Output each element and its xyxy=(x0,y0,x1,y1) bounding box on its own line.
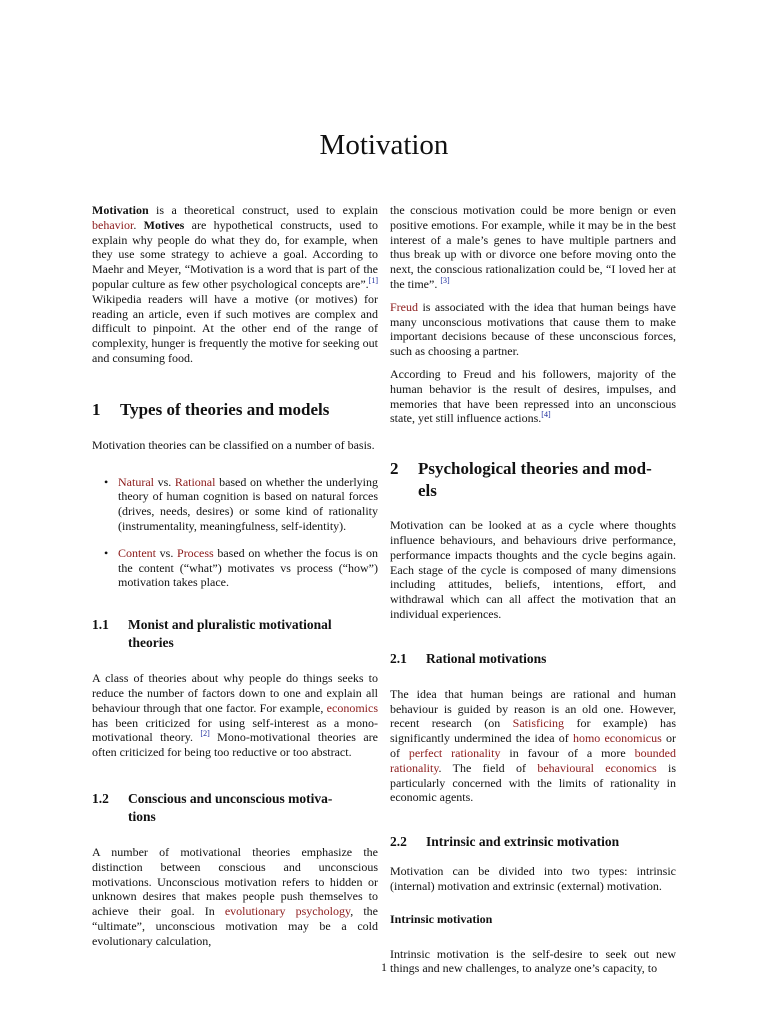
continued-paragraph: the conscious motivation could be more benign or even positive emotions. For example, while it may be in the best interest of a male’s genes to have multiple partners and thus break up with or divorce one before moving onto the next, the conscious rationalization could be, “I loved her at the time”. [3] xyxy=(390,203,676,291)
reference-1[interactable]: [1] xyxy=(368,275,378,285)
section-1-2-paragraph: A number of motivational theories emphasize the distinction between conscious and unconscious motivations. Unconscious motivation refers to hidden or unknown desires that makes people push themselves to achieve their goal. In evolutionary psychology, the “ultimate”, unconscious motivation may be a cold evolutionary calculation, xyxy=(92,844,378,948)
freud-link[interactable]: Freud xyxy=(390,299,418,314)
natural-link[interactable]: Natural xyxy=(118,474,154,489)
list-item: • Natural vs. Rational based on whether the underlying theory of human cognition is based on natural forces (drives, needs, desires) or some kind of rationality (instrumentality, meaningfulness, self-identity). xyxy=(118,475,378,534)
section-1-paragraph: Motivation theories can be classified on a number of basis. xyxy=(92,437,375,452)
behavioural-economics-link[interactable]: behavioural economics xyxy=(537,760,657,775)
evolutionary-psychology-link[interactable]: evolutionary psychology xyxy=(224,904,351,919)
section-2-1-heading: 2.1 Rational motivations xyxy=(390,650,547,666)
section-2-2-heading: 2.2 Intrinsic and extrinsic motivation xyxy=(390,834,620,850)
perfect-rationality-link[interactable]: perfect rationality xyxy=(408,745,501,760)
reference-3[interactable]: [3] xyxy=(440,275,450,285)
behavior-link[interactable]: behavior xyxy=(92,217,134,232)
section-2-paragraph: Motivation can be looked at as a cycle where thoughts influence behaviours, and behaviours drive performance, performance impacts thoughts and the cycle begins again. Each stage of the cycle is composed of many dimensions including attitudes, beliefs, intentions, effort, and withdrawal which can all affect the motivation that an individual experiences. xyxy=(390,518,676,621)
section-1-heading: 1 Types of theories and models xyxy=(92,399,330,419)
page-title: Motivation xyxy=(319,129,449,162)
satisficing-link[interactable]: Satisficing xyxy=(512,716,564,731)
intrinsic-motivation-paragraph: Intrinsic motivation is the self-desire to seek out new things and new challenges, to analyze one’s capacity, to xyxy=(390,946,676,976)
freud-paragraph: Freud is associated with the idea that human beings have many unconscious motivations that cause them to make important decisions because of these unconscious forces, such as choosing a partner. xyxy=(390,299,676,359)
freud-followers-paragraph: According to Freud and his followers, majority of the human behavior is the result of desires, impulses, and memories that have been repressed into an unconscious state, yet still influence actions.[4] xyxy=(390,366,676,426)
right-column xyxy=(390,203,676,984)
content-link[interactable]: Content xyxy=(118,545,156,560)
section-2-heading: 2 Psychological theories and mod- els xyxy=(390,459,652,501)
section-2-1-paragraph: The idea that human beings are rational and human behaviour is guided by reason is an old one. However, recent research (on Satisficing for example) has significantly undermined the idea of homo economicus or of perfect rationality in favour of a more bounded rationality. The field of behavioural economics is particularly concerned with the limits of rationality in economic agents. xyxy=(390,686,677,805)
reference-4[interactable]: [4] xyxy=(541,410,551,420)
left-column xyxy=(92,203,378,957)
theory-types-list xyxy=(92,475,378,591)
section-1-1-heading: 1.1 Monist and pluralistic motivational theories xyxy=(92,617,332,651)
section-1-1-paragraph: A class of theories about why people do things seeks to reduce the number of factors down to one and explain all behaviour through that one factor. For example, economics has been criticized for using self-interest as a mono-motivational theory. [2] Mono-motivational theories are often criticized for being too reductive or too abstract. xyxy=(92,671,378,760)
homo-economicus-link[interactable]: homo economicus xyxy=(572,731,662,746)
section-1-2-heading: 1.2 Conscious and unconscious motiva- tions xyxy=(92,790,333,824)
economics-link[interactable]: economics xyxy=(326,700,378,715)
bounded-rationality-link[interactable]: bounded rationality xyxy=(390,745,676,775)
section-2-2-paragraph: Motivation can be divided into two types: intrinsic (internal) motivation and extrinsic (external) motivation. xyxy=(390,864,676,893)
intrinsic-motivation-heading: Intrinsic motivation xyxy=(390,911,493,926)
rational-link[interactable]: Rational xyxy=(174,474,216,489)
intro-paragraph: Motivation is a theoretical construct, used to explain behavior. Motives are hypothetical constructs, used to explain why people do what they do, for example, when they use some strategy to achieve a goal. According to Maehr and Meyer, “Motivation is a word that is part of the popular culture as few other psychological concepts are”.[1] Wikipedia readers will have a motive (or motives) for reading an article, even if such motives are complex and difficult to pinpoint. At the other end of the range of complexity, hunger is frequently the motive for seeking out and consuming food. xyxy=(92,203,378,365)
list-item: • Content vs. Process based on whether the focus is on the content (“what”) motivates vs process (“how”) motivation takes place. xyxy=(118,546,378,590)
page-number: 1 xyxy=(381,960,387,974)
process-link[interactable]: Process xyxy=(177,545,214,560)
reference-2[interactable]: [2] xyxy=(200,729,210,739)
